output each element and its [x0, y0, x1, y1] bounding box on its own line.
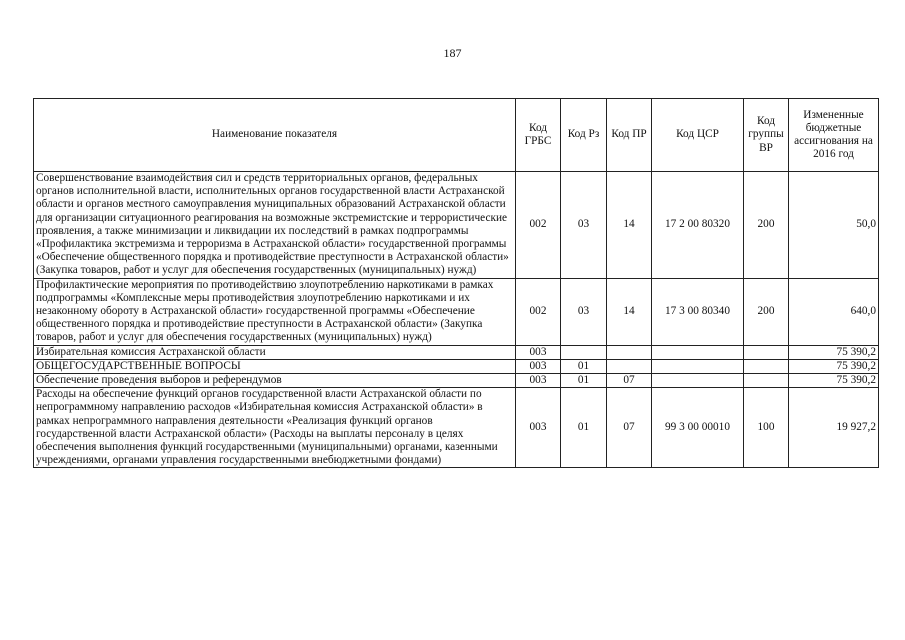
row-rz: 01 [561, 359, 607, 373]
header-csr: Код ЦСР [652, 99, 744, 172]
row-name: Обеспечение проведения выборов и референдумов [34, 374, 516, 388]
row-pr [607, 359, 652, 373]
header-amount: Измененные бюджетные ассигнования на 2016 год [789, 99, 879, 172]
row-pr: 14 [607, 172, 652, 279]
header-rz: Код Рз [561, 99, 607, 172]
row-grbs: 003 [516, 388, 561, 468]
row-grbs: 003 [516, 374, 561, 388]
table-row [34, 278, 879, 345]
table-row [34, 374, 879, 388]
row-rz: 01 [561, 374, 607, 388]
row-csr: 17 2 00 80320 [652, 172, 744, 279]
table-header-row [34, 99, 879, 172]
row-grbs: 002 [516, 172, 561, 279]
table-row [34, 172, 879, 279]
header-grbs: Код ГРБС [516, 99, 561, 172]
row-rz: 03 [561, 278, 607, 345]
row-vr: 100 [744, 388, 789, 468]
page-number: 187 [443, 46, 462, 60]
row-name: ОБЩЕГОСУДАРСТВЕННЫЕ ВОПРОСЫ [34, 359, 516, 373]
table-row [34, 359, 879, 373]
row-vr [744, 359, 789, 373]
row-vr [744, 345, 789, 359]
row-name: Расходы на обеспечение функций органов государственной власти Астраханской области по непрограммному направлению расходов «Избирательная комиссия Астраханской области» в рамках непрограммного направления деятельности «Реализация функций органов государственной власти Астраханской области» (Расходы на выплаты персоналу в целях обеспечения выполнения функций государственными (муниципальными) органами, казенными учреждениями, органами управления государственными внебюджетными фондами) [34, 388, 516, 468]
header-vr: Код группы ВР [744, 99, 789, 172]
row-amount: 19 927,2 [789, 388, 879, 468]
row-amount: 75 390,2 [789, 359, 879, 373]
row-vr: 200 [744, 278, 789, 345]
row-vr: 200 [744, 172, 789, 279]
row-amount: 75 390,2 [789, 345, 879, 359]
row-amount: 640,0 [789, 278, 879, 345]
row-grbs: 003 [516, 359, 561, 373]
row-csr [652, 359, 744, 373]
header-name: Наименование показателя [34, 99, 516, 172]
row-amount: 75 390,2 [789, 374, 879, 388]
row-csr [652, 345, 744, 359]
row-grbs: 003 [516, 345, 561, 359]
row-pr [607, 345, 652, 359]
row-pr: 07 [607, 388, 652, 468]
row-csr [652, 374, 744, 388]
row-name: Избирательная комиссия Астраханской области [34, 345, 516, 359]
row-name: Профилактические мероприятия по противодействию злоупотреблению наркотиками в рамках подпрограммы «Комплексные меры противодействия злоупотреблению наркотиками и их незаконному обороту в Астраханской области» государственной программы «Обеспечение общественного порядка и противодействие преступности в Астраханской области» (Закупка товаров, работ и услуг для обеспечения государственных (муниципальных) нужд) [34, 278, 516, 345]
row-rz: 01 [561, 388, 607, 468]
row-rz: 03 [561, 172, 607, 279]
row-pr: 07 [607, 374, 652, 388]
row-rz [561, 345, 607, 359]
row-csr: 17 3 00 80340 [652, 278, 744, 345]
row-name: Совершенствование взаимодействия сил и средств территориальных органов, федеральных органов исполнительной власти, исполнительных органов государственной власти Астраханской области и органов местного самоуправления муниципальных образований Астраханской области для организации ситуационного реагирования на возможные экстремистские и террористические проявления, а также минимизации и ликвидации их последствий в рамках подпрограммы «Профилактика экстремизма и терроризма в Астраханской области» государственной программы «Обеспечение общественного порядка и противодействие преступности в Астраханской области» (Закупка товаров, работ и услуг для обеспечения государственных (муниципальных) нужд) [34, 172, 516, 279]
row-csr: 99 3 00 00010 [652, 388, 744, 468]
row-amount: 50,0 [789, 172, 879, 279]
table-row [34, 345, 879, 359]
row-pr: 14 [607, 278, 652, 345]
row-vr [744, 374, 789, 388]
header-pr: Код ПР [607, 99, 652, 172]
row-grbs: 002 [516, 278, 561, 345]
table-row [34, 388, 879, 468]
budget-table [33, 98, 879, 468]
